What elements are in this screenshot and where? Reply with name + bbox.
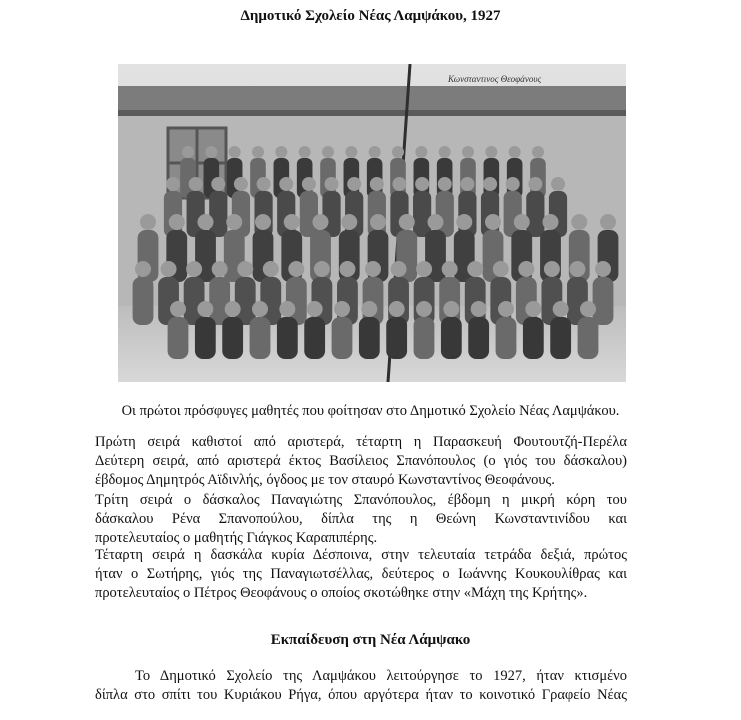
person-head: [518, 261, 534, 277]
person-head: [345, 146, 357, 158]
rows-paragraph: [95, 433, 627, 490]
person-silhouette: [441, 317, 462, 359]
person-head: [528, 177, 542, 191]
person-head: [257, 177, 271, 191]
fourth-row-paragraph: [95, 546, 627, 603]
person-head: [279, 177, 293, 191]
person-head: [307, 301, 323, 317]
person-head: [443, 301, 459, 317]
person-head: [186, 261, 202, 277]
person-head: [415, 177, 429, 191]
person-silhouette: [523, 317, 544, 359]
person-head: [498, 301, 514, 317]
person-head: [595, 261, 611, 277]
paragraph-line: προτελευταίος ο μαθητής Γιάγκος Καραπιπέρης.: [95, 530, 378, 546]
person-head: [370, 214, 386, 230]
person-silhouette: [322, 191, 340, 237]
person-head: [182, 146, 194, 158]
person-head: [170, 301, 186, 317]
person-head: [509, 146, 521, 158]
person-head: [229, 146, 241, 158]
person-head: [313, 214, 329, 230]
paragraph-line: Το Δημοτικό Σχολείο της Λαμψάκου λειτούργησε το 1927, ήταν κτισμένο: [135, 668, 627, 684]
person-head: [361, 301, 377, 317]
person-head: [392, 146, 404, 158]
person-head: [551, 177, 565, 191]
paragraph-line: Πρώτη σειρά καθιστοί από αριστερά, τέταρτη η Παρασκευή Φουτουτζή-Περέλα: [95, 434, 627, 450]
paragraph-line: ήταν ο Σωτήρης, γιός της Παναγιωτσέλλας, δεύτερος ο Ιωάννης Κουκουλίθρας και: [95, 566, 627, 582]
person-head: [347, 177, 361, 191]
person-head: [416, 301, 432, 317]
person-head: [161, 261, 177, 277]
person-head: [471, 301, 487, 317]
person-head: [325, 177, 339, 191]
person-head: [341, 214, 357, 230]
person-silhouette: [359, 317, 380, 359]
person-head: [399, 214, 415, 230]
person-head: [225, 301, 241, 317]
person-head: [514, 214, 530, 230]
person-head: [255, 214, 271, 230]
person-silhouette: [332, 317, 353, 359]
person-silhouette: [386, 317, 407, 359]
person-silhouette: [496, 317, 517, 359]
person-head: [279, 301, 295, 317]
person-head: [226, 214, 242, 230]
person-silhouette: [593, 277, 614, 325]
person-head: [543, 214, 559, 230]
person-silhouette: [222, 317, 243, 359]
person-head: [525, 301, 541, 317]
person-head: [334, 301, 350, 317]
person-silhouette: [526, 191, 544, 237]
person-head: [391, 261, 407, 277]
body-paragraph: [95, 667, 627, 705]
person-head: [299, 146, 311, 158]
photo-inscription: Κωνσταντινος Θεοφάνους: [448, 74, 542, 84]
paragraph-line: προτελευταίος ο Πέτρος Θεοφάνους ο οποίος σκοτώθηκε στην «Μάχη της Κρήτης».: [95, 585, 588, 601]
person-head: [438, 177, 452, 191]
paragraph-line: δίπλα στο σπίτι του Κυριάκου Ρήγα, όπου αργότερα ήταν το κοινοτικό Γραφείο Νέας: [95, 687, 627, 703]
person-head: [569, 261, 585, 277]
person-head: [237, 261, 253, 277]
person-head: [415, 146, 427, 158]
person-head: [166, 177, 180, 191]
person-head: [263, 261, 279, 277]
person-silhouette: [413, 191, 431, 237]
person-head: [211, 177, 225, 191]
person-head: [460, 177, 474, 191]
paragraph-line: έβδομος Δημητρός Αϊδινλής, όγδοος με τον σταυρό Κωνσταντίνος Θεοφάνους.: [95, 472, 555, 488]
person-head: [571, 214, 587, 230]
person-head: [140, 214, 156, 230]
section-heading: Εκπαίδευση στη Νέα Λάμψακο: [270, 632, 471, 648]
person-head: [189, 177, 203, 191]
paragraph-line: Τρίτη σειρά ο δάσκαλος Παναγιώτης Σπανόπουλος, έβδομη η μικρή κόρη του: [95, 492, 627, 508]
photo-caption: Οι πρώτοι πρόσφυγες μαθητές που φοίτησαν στο Δημοτικό Σχολείο Νέας Λαμψάκου.: [121, 403, 620, 419]
person-head: [252, 146, 264, 158]
person-silhouette: [300, 191, 318, 237]
person-head: [370, 177, 384, 191]
person-head: [252, 301, 268, 317]
person-head: [212, 261, 228, 277]
person-silhouette: [414, 317, 435, 359]
person-head: [198, 214, 214, 230]
person-head: [439, 146, 451, 158]
person-head: [302, 177, 316, 191]
class-photo-image: [118, 64, 626, 382]
person-silhouette: [578, 317, 599, 359]
person-head: [428, 214, 444, 230]
paragraph-line: δάσκαλου Ρένα Σπανοπούλου, δίπλα της η Θεώνη Κωνσταντινίδου και: [95, 511, 627, 527]
paragraph-line: Δεύτερη σειρά, από αριστερά έκτος Βασίλειος Σπανόπουλος (ο γιός του δάσκαλου): [95, 453, 627, 469]
person-silhouette: [133, 277, 154, 325]
person-head: [442, 261, 458, 277]
person-head: [493, 261, 509, 277]
person-head: [339, 261, 355, 277]
class-photo: [118, 64, 626, 382]
person-head: [392, 177, 406, 191]
person-head: [369, 146, 381, 158]
person-head: [197, 301, 213, 317]
document-title: Δημοτικό Σχολείο Νέας Λαμψάκου, 1927: [240, 8, 501, 24]
person-head: [135, 261, 151, 277]
person-head: [485, 214, 501, 230]
person-head: [284, 214, 300, 230]
paragraph-line: Τέταρτη σειρά η δασκάλα κυρία Δέσποινα, στην τελευταία τετράδα δεξιά, πρώτος: [95, 547, 627, 563]
person-head: [532, 146, 544, 158]
person-silhouette: [304, 317, 325, 359]
person-head: [580, 301, 596, 317]
person-head: [416, 261, 432, 277]
person-silhouette: [168, 317, 189, 359]
person-head: [288, 261, 304, 277]
person-head: [169, 214, 185, 230]
person-head: [600, 214, 616, 230]
person-silhouette: [209, 191, 227, 237]
third-row-paragraph: [95, 491, 627, 548]
person-silhouette: [277, 317, 298, 359]
person-head: [462, 146, 474, 158]
person-head: [467, 261, 483, 277]
person-silhouette: [195, 317, 216, 359]
person-head: [506, 177, 520, 191]
person-head: [314, 261, 330, 277]
person-silhouette: [468, 317, 489, 359]
person-head: [485, 146, 497, 158]
person-head: [365, 261, 381, 277]
person-head: [275, 146, 287, 158]
person-head: [205, 146, 217, 158]
person-head: [322, 146, 334, 158]
person-head: [544, 261, 560, 277]
person-head: [389, 301, 405, 317]
person-head: [456, 214, 472, 230]
person-silhouette: [250, 317, 271, 359]
person-head: [483, 177, 497, 191]
person-head: [553, 301, 569, 317]
person-silhouette: [550, 317, 571, 359]
person-head: [234, 177, 248, 191]
